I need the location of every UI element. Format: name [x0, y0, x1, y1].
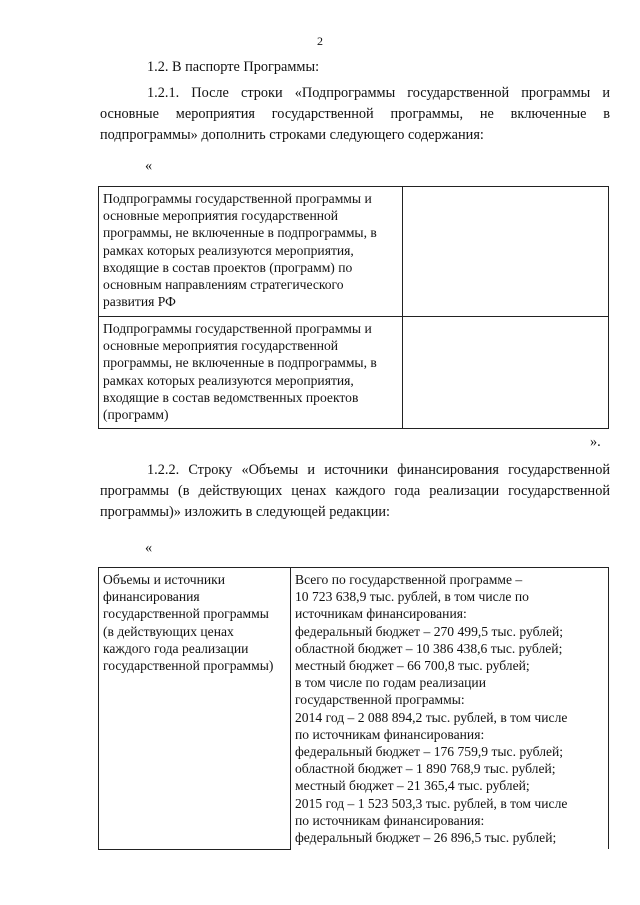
financing-line: Всего по государственной программе – — [295, 572, 523, 587]
financing-line: 2014 год – 2 088 894,2 тыс. рублей, в том числе — [295, 709, 568, 725]
table-row — [99, 317, 609, 429]
financing-line: местный бюджет – 21 365,4 тыс. рублей; — [295, 778, 530, 794]
page-number: 2 — [317, 34, 323, 48]
financing-line: по источникам финансирования: — [295, 726, 485, 742]
table-cell-left: Подпрограммы государственной программы и основные мероприятия государственной программы, не включенные в подпрограммы, в рамках которых реализуются мероприятия, входящие в состав ведомственных проектов (программ) — [99, 317, 403, 429]
table-row — [99, 568, 609, 850]
financing-line: местный бюджет – 66 700,8 тыс. рублей; — [295, 658, 530, 674]
section-1-2-1-text: 1.2.1. После строки «Подпрограммы государственной программы и основные мероприятия государственной программы, не включенные в подпрограммы» дополнить строками следующего содержания: — [100, 85, 610, 143]
quote-open-1: « — [145, 158, 153, 174]
financing-table — [98, 567, 609, 850]
financing-line: по источникам финансирования: — [295, 812, 485, 828]
financing-label-cell: Объемы и источники финансирования государственной программы (в действующих ценах каждого года реализации государственной программы) — [99, 568, 291, 850]
financing-line: областной бюджет – 10 386 438,6 тыс. рублей; — [295, 640, 563, 656]
table-cell-right — [403, 317, 609, 429]
quote-close-1: ». — [590, 434, 601, 450]
financing-line: областной бюджет – 1 890 768,9 тыс. рублей; — [295, 761, 556, 777]
table-cell-right — [403, 187, 609, 317]
section-1-2-2-text: 1.2.2. Строку «Объемы и источники финансирования государственной программы (в действующих ценах каждого года реализации государственной программы)» изложить в следующей редакции: — [100, 462, 610, 520]
section-1-2-heading: 1.2. В паспорте Программы: — [147, 59, 320, 75]
financing-value-cell — [291, 568, 609, 850]
insert-rows-table — [98, 186, 609, 429]
financing-line: федеральный бюджет – 26 896,5 тыс. рублей; — [295, 830, 557, 846]
financing-line: 10 723 638,9 тыс. рублей, в том числе по — [295, 589, 529, 605]
table-cell-left: Подпрограммы государственной программы и основные мероприятия государственной программы, не включенные в подпрограммы, в рамках которых реализуются мероприятия, входящие в состав проектов (программ) по основным направлениям стратегического развития РФ — [99, 187, 403, 317]
quote-open-2: « — [145, 540, 153, 556]
financing-line: 2015 год – 1 523 503,3 тыс. рублей, в том числе — [295, 795, 568, 811]
financing-line: государственной программы: — [295, 692, 465, 708]
financing-line: источникам финансирования: — [295, 606, 467, 622]
financing-line: федеральный бюджет – 176 759,9 тыс. рублей; — [295, 744, 564, 760]
financing-line: в том числе по годам реализации — [295, 675, 486, 691]
financing-line: федеральный бюджет – 270 499,5 тыс. рублей; — [295, 623, 564, 639]
table-row — [99, 187, 609, 317]
